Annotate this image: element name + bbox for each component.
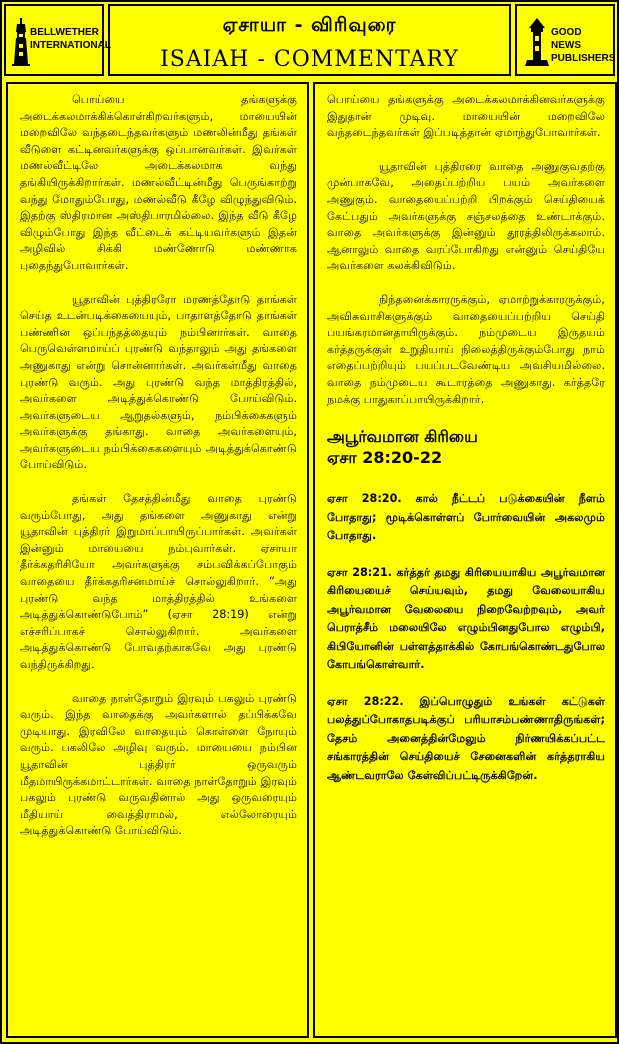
- verse-text: ஏசா 28:20. கால் நீட்டப் படுக்கையின் நீளம் போதாது; மூடிக்கொள்ளப் போர்வையின் அகலமும் போதாது.: [327, 492, 605, 543]
- bellwether-logo: [4, 4, 111, 76]
- tower-icon: [12, 18, 30, 66]
- paragraph: யூதாவின் புத்திரரை வாதை அணுகுவதற்கு முன்பாகவே, அதைப்பற்றிய பயம் அவர்களை அணுகும். வாதையைப்பற்றி பிறக்கும் செய்தியைக் கேட்பதும் அவர்களுக்கு சஞ்சலத்தை உண்டாக்கும். வாதை அவர்களுக்கு இன்னும் தூரத்திலிருக்கலாம். ஆனாலும் வாதை வரப்போகிறது என்னும் செய்தியே அவர்களை கலக்கிவிடும்.: [327, 159, 605, 273]
- page-title-tamil: ஏசாயா - விரிவுரை: [222, 14, 397, 36]
- title-box: [108, 4, 511, 76]
- good-news-logo-text: GOOD NEWS PUBLISHERS: [551, 27, 616, 64]
- verse-text: ஏசா 28:22. இப்பொழுதும் உங்கள் கட்டுகள் பலத்துப்போகாதபடிக்குப் பரியாசம்பண்ணாதிருங்கள்; தேசம் அனைத்தின்மேலும் நிர்ணயிக்கப்பட்ட சங்காரத்தின் செய்தியைச் சேனைகளின் கர்த்தராகிய ஆண்டவராலே கேள்விப்பட்டிருக்கிறேன்.: [327, 694, 605, 782]
- verse-text: ஏசா 28:21. கர்த்தர் தமது கிரியையாகிய அபூர்வமான கிரியையைச் செய்யவும், தமது வேலையாகிய அபூர்வமான வேலையை நிறைவேற்றவும், அவர் பெராத்சீம் மலையிலே எழும்பினதுபோல எழும்பி, கிபியோனின் பள்ளத்தாக்கில் கோபங்கொண்டதுபோல கோபங்கொள்வார்.: [327, 565, 605, 672]
- header: [2, 2, 617, 76]
- section-title: அபூர்வமான கிரியை: [327, 427, 478, 447]
- good-news-logo: [515, 4, 615, 76]
- section-heading: [327, 426, 605, 468]
- paragraph: யூதாவின் புத்திரரோ மரணத்தோடு தாங்கள் செய்த உடன்படிக்கையையும், பாதாளத்தோடு தாங்கள் பண்ணின ஒப்பந்தத்தையும் நம்பினார்கள். வாதை பெருவெள்ளமாய்ப் புரண்டு வந்தாலும் அது தங்களை அணுகாது என்று சொன்னார்கள். அவர்கள்மீது வாதை புரண்டு வரும். அது புரண்டு வந்த மாத்திரத்தில், அவர்களை அடித்துக்கொண்டு போய்விடும். அவர்களுடைய ஆறுதல்களும், நம்பிக்கைகளும் அவர்களுக்கு தங்காது. வாதை அவர்களையும், அவர்களுடைய நம்பிக்கைகளையும் அடித்துக்கொண்டு போய்விடும்.: [20, 292, 297, 472]
- section-reference: ஏசா 28:20-22: [327, 448, 443, 468]
- left-column: [6, 82, 309, 1038]
- publisher-tower-icon: [525, 18, 549, 66]
- paragraph: தங்கள் தேசத்தின்மீது வாதை புரண்டு வரும்போது, அது தங்களை அணுகாது என்று யூதாவின் புத்திரர் இறுமாப்பாயிருப்பார்கள். அவர்கள் இன்னும் மாயையை நம்புவார்கள். ஏசாயா தீர்க்கதரிசியோ அவர்களுக்கு சம்பவிக்கப்போகும் வாதையை தீர்க்கதரிசனமாய்ச் சொல்லுகிறார். “அது புரண்டு வந்த மாத்திரத்தில் உங்களை அடித்துக்கொண்டுபோம்” (ஏசா 28:19) என்று எச்சரிப்பாகச் சொல்லுகிறார். அவர்களை அடித்துக்கொண்டு போவதற்காகவே அது புரண்டு வந்திருக்கிறது.: [20, 492, 297, 671]
- bellwether-logo-text: BELLWETHER INTERNATIONAL: [30, 27, 111, 51]
- paragraph: வாதை நாள்தோறும் இரவும் பகலும் புரண்டு வரும். இந்த வாதைக்கு அவர்களால் தப்பிக்கவே முடியாது. இரவிலே வாதையும் கொள்ளை நோயும் வரும். பகலிலே அழிவு வரும். மாயையை நம்பின யூதாவின் புத்திரர் ஒருவரும் மீதமாயிருக்கமாட்டார்கள். வாதை நாள்தோறும் இரவும் பகலும் புரண்டு வருவதினால் அது ஒருவரையும் மீதியாய் வைத்திராமல், எல்லோரையும் அடித்துக்கொண்டு போய்விடும்.: [20, 691, 297, 838]
- page-title-english: ISAIAH - COMMENTARY: [160, 47, 459, 72]
- right-column: [313, 82, 617, 1038]
- paragraph: நிந்தனைக்காரருக்கும், ஏமாற்றுக்காரருக்கும், அவிசுவாசிகளுக்கும் வாதையைப்பற்றிய செய்தி பயங்கரமானதாயிருக்கும். நம்முடைய இருதயம் கர்த்தருக்குள் உறுதியாய் நிலைத்திருக்கும்போது நாம் எதைப்பற்றியும் பயப்படவேண்டிய அவசியமில்லை. வாதை நம்முடைய கூடாரத்தை அணுகாது. கர்த்தரே நமக்கு பாதுகாப்பாயிருக்கிறார்.: [327, 292, 605, 406]
- paragraph: பொய்யை தங்களுக்கு அடைக்கலமாக்கிக்கொள்கிறவர்களும், மாயையின் மறைவிலே வந்தடைந்தவர்களும் மணலின்மீது தங்கள் வீடுளை கட்டினவர்களுக்கு ஒப்பானவர்கள். இவர்கள் மணல்வீட்டிலே அடைக்கலமாக வந்து தங்கியிருக்கிறார்கள். மணல்வீட்டின்மீது பெருங்காற்று வந்து மோதும்போது, மணல்வீடு கீழே விழுந்துவிடும். இதற்கு ஸ்திரமான அஸ்திபாரமில்லை. இந்த வீடு கீழே விழும்போது இந்த வீட்டைக் கட்டியவர்களும் இதன் அழிவில் சிக்கி மண்ணோடு மண்ணாக புதைந்துபோவார்கள்.: [20, 93, 297, 272]
- paragraph: பொய்யை தங்களுக்கு அடைக்கலமாக்கினவர்களுக்கு இதுதான் முடிவு. மாயையின் மறைவிலே வந்தடைந்தவர்கள் இப்படித்தான் ஏமாந்துபோவார்கள்.: [327, 93, 605, 140]
